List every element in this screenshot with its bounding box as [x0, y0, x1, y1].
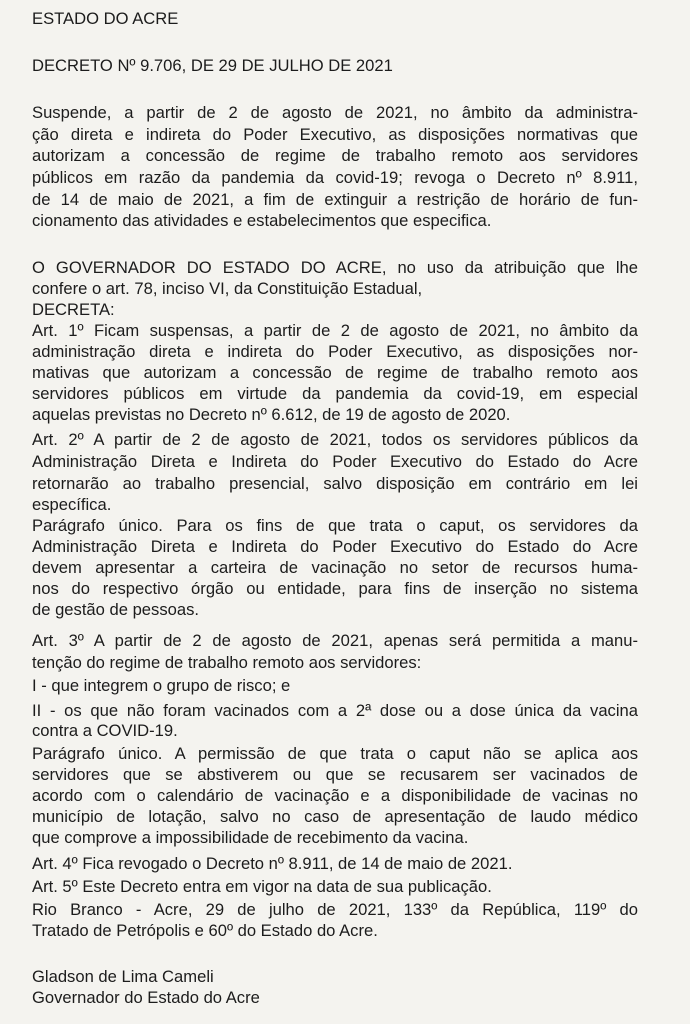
body-line: mativas que autorizam a concessão de regime de trabalho remoto aos: [32, 363, 638, 382]
body-line: servidores que se abstiverem ou que se recusarem ser vacinados de: [32, 765, 638, 784]
summary-line: públicos em razão da pandemia da covid-19; revoga o Decreto nº 8.911,: [32, 168, 638, 187]
body-line: Art. 4º Fica revogado o Decreto nº 8.911, de 14 de maio de 2021.: [32, 854, 513, 873]
body-line: Rio Branco - Acre, 29 de julho de 2021, 133º da República, 119º do: [32, 900, 638, 919]
body-line: Art. 3º A partir de 2 de agosto de 2021, apenas será permitida a manu-: [32, 631, 638, 650]
summary-line: de 14 de maio de 2021, a fim de extinguir a restrição de horário de fun-: [32, 190, 638, 209]
body-line: Parágrafo único. Para os fins de que trata o caput, os servidores da: [32, 516, 638, 535]
body-line: contra a COVID-19.: [32, 721, 178, 740]
body-line: Art. 5º Este Decreto entra em vigor na data de sua publicação.: [32, 877, 492, 896]
body-line: que comprove a impossibilidade de recebimento da vacina.: [32, 828, 469, 847]
signer-role: Governador do Estado do Acre: [32, 988, 260, 1007]
body-line: Administração Direta e Indireta do Poder Executivo do Estado do Acre: [32, 452, 638, 471]
body-line: retornarão ao trabalho presencial, salvo disposição em contrário em lei: [32, 474, 638, 493]
body-line: de gestão de pessoas.: [32, 600, 199, 619]
body-line: Tratado de Petrópolis e 60º do Estado do Acre.: [32, 921, 378, 940]
summary-line: Suspende, a partir de 2 de agosto de 2021, no âmbito da administra-: [32, 103, 638, 122]
body-line: acordo com o calendário de vacinação e a disponibilidade de vacinas no: [32, 786, 638, 805]
body-line: confere o art. 78, inciso VI, da Constituição Estadual,: [32, 279, 423, 298]
body-line: I - que integrem o grupo de risco; e: [32, 676, 291, 695]
summary-line: ção direta e indireta do Poder Executivo, as disposições normativas que: [32, 125, 638, 144]
body-line: II - os que não foram vacinados com a 2ª dose ou a dose única da vacina: [32, 701, 638, 720]
body-line: aquelas previstas no Decreto nº 6.612, de 19 de agosto de 2020.: [32, 405, 511, 424]
body-line: Parágrafo único. A permissão de que trata o caput não se aplica aos: [32, 744, 638, 763]
body-line: específica.: [32, 495, 112, 514]
body-line: DECRETA:: [32, 300, 115, 319]
body-line: município de lotação, salvo no caso de apresentação de laudo médico: [32, 807, 638, 826]
body-line: Art. 1º Ficam suspensas, a partir de 2 de agosto de 2021, no âmbito da: [32, 321, 638, 340]
body-line: Administração Direta e Indireta do Poder Executivo do Estado do Acre: [32, 537, 638, 556]
body-line: servidores públicos em virtude da pandemia da covid-19, em especial: [32, 384, 638, 403]
body-line: Art. 2º A partir de 2 de agosto de 2021, todos os servidores públicos da: [32, 430, 638, 449]
body-line: administração direta e indireta do Poder Executivo, as disposições nor-: [32, 342, 638, 361]
decree-title: DECRETO Nº 9.706, DE 29 DE JULHO DE 2021: [32, 56, 393, 75]
body-line: O GOVERNADOR DO ESTADO DO ACRE, no uso da atribuição que lhe: [32, 258, 638, 277]
summary-line: cionamento das atividades e estabelecimentos que especifica.: [32, 211, 492, 230]
body-line: devem apresentar a carteira de vacinação no setor de recursos huma-: [32, 558, 638, 577]
state-heading: ESTADO DO ACRE: [32, 9, 179, 28]
body-line: tenção do regime de trabalho remoto aos servidores:: [32, 653, 422, 672]
signer-name: Gladson de Lima Cameli: [32, 967, 214, 986]
summary-line: autorizam a concessão de regime de trabalho remoto aos servidores: [32, 146, 638, 165]
body-line: nos do respectivo órgão ou entidade, para fins de inserção no sistema: [32, 579, 638, 598]
